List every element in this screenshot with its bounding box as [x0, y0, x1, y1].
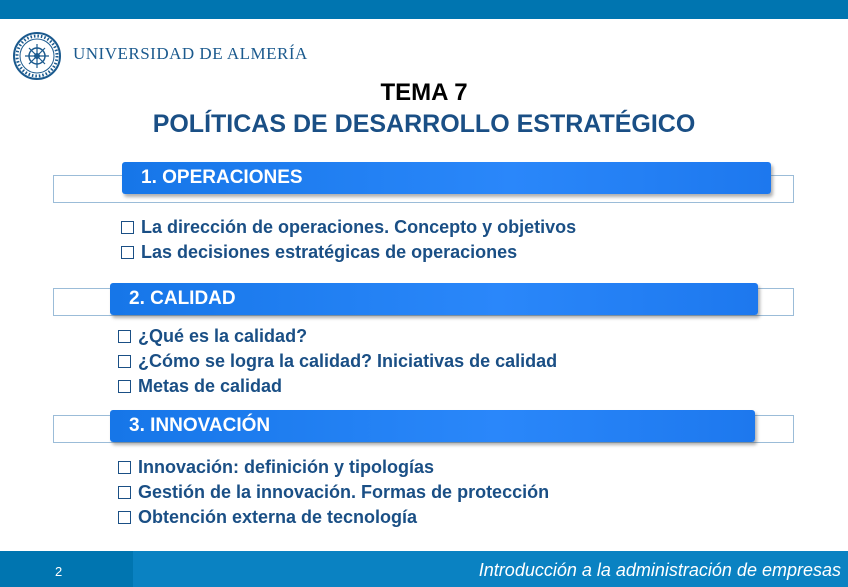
checkbox-bullet-icon [118, 380, 131, 393]
section-1-list [121, 215, 576, 265]
list-item: ¿Qué es la calidad? [118, 324, 557, 349]
list-item: ¿Cómo se logra la calidad? Iniciativas de calidad [118, 349, 557, 374]
university-seal-icon [12, 31, 62, 81]
checkbox-bullet-icon [121, 246, 134, 259]
topic-number: TEMA 7 [380, 79, 468, 106]
footer-page-block [0, 551, 133, 587]
list-item: Metas de calidad [118, 374, 557, 399]
list-item: Las decisiones estratégicas de operaciones [121, 240, 576, 265]
section-2-list [118, 324, 557, 399]
section-3-list [118, 455, 549, 530]
university-name: UNIVERSIDAD DE ALMERÍA [73, 44, 308, 63]
checkbox-bullet-icon [118, 461, 131, 474]
top-bar [0, 0, 848, 19]
list-item: Innovación: definición y tipologías [118, 455, 549, 480]
course-title: Introducción a la administración de empresas [478, 560, 841, 580]
checkbox-bullet-icon [118, 486, 131, 499]
checkbox-bullet-icon [118, 355, 131, 368]
topic-title: POLÍTICAS DE DESARROLLO ESTRATÉGICO [152, 110, 696, 138]
checkbox-bullet-icon [118, 511, 131, 524]
list-item: La dirección de operaciones. Concepto y objetivos [121, 215, 576, 240]
list-item: Obtención externa de tecnología [118, 505, 549, 530]
section-1-heading: 1. OPERACIONES [122, 162, 771, 194]
checkbox-bullet-icon [118, 330, 131, 343]
page-number: 2 [55, 564, 63, 579]
list-item: Gestión de la innovación. Formas de protección [118, 480, 549, 505]
checkbox-bullet-icon [121, 221, 134, 234]
section-2-heading: 2. CALIDAD [110, 283, 758, 315]
section-3-heading: 3. INNOVACIÓN [110, 410, 755, 442]
